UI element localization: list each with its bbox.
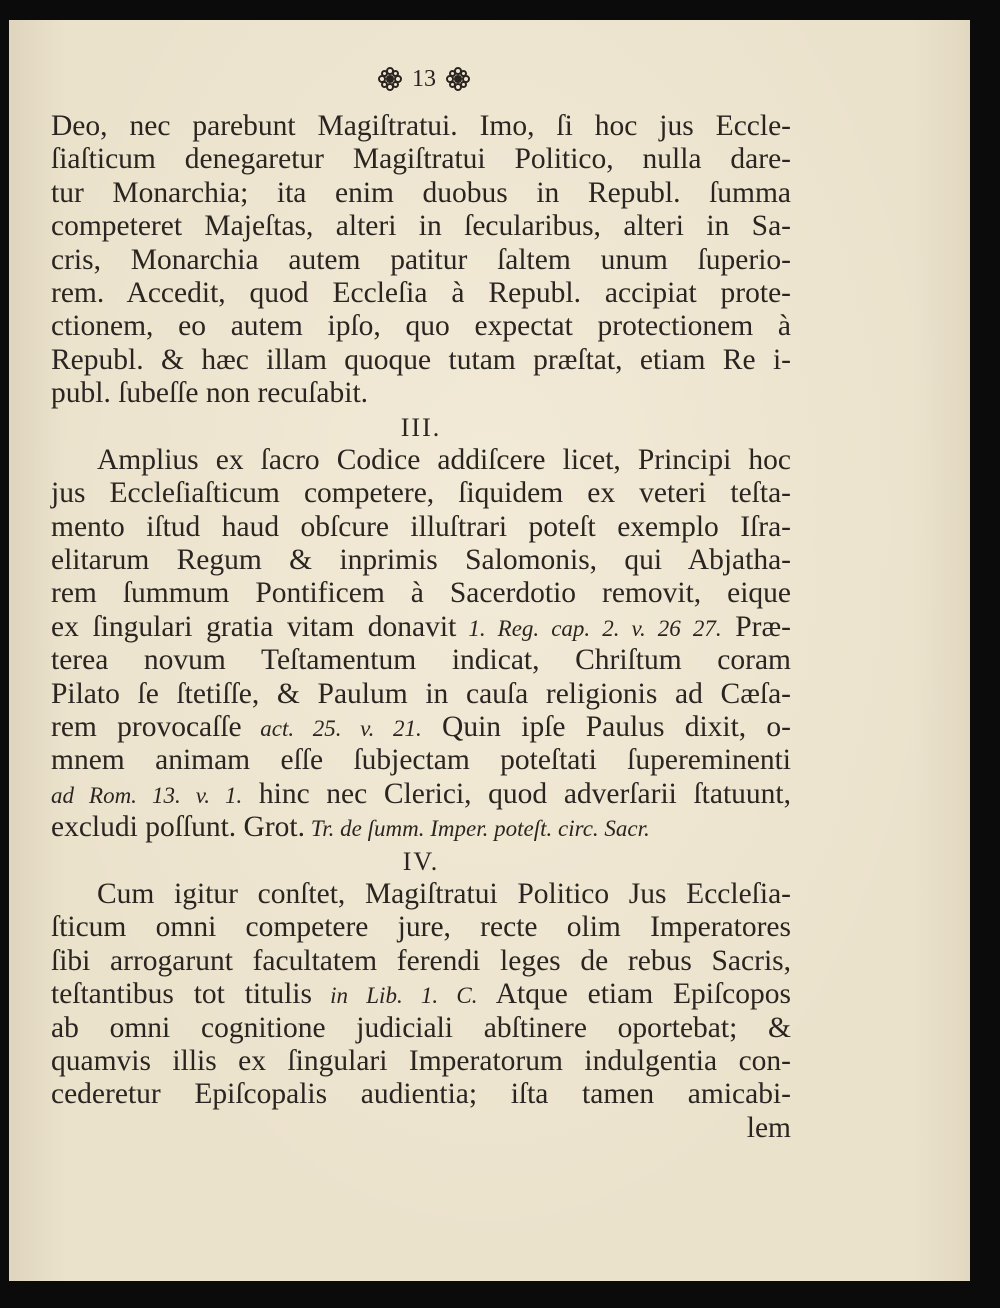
text-line (51, 444, 791, 477)
line-text: cederetur Epiſcopalis audientia; iſta tamen amicabi- (51, 1078, 791, 1111)
text-line (51, 778, 791, 811)
text-line (51, 577, 791, 610)
line-text: hinc nec Clerici, quod adverſarii ſtatuunt, (242, 777, 791, 810)
line-text: Atque etiam Epiſcopos (477, 978, 791, 1011)
text-line (51, 678, 791, 711)
text-line (51, 477, 791, 510)
line-text: jus Eccleſiaſticum competere, ſiquidem ex veteri teſta- (51, 477, 791, 510)
line-text: ſibi arrogarunt facultatem ferendi leges de rebus Sacris, (51, 944, 791, 977)
text-line: competeret Majeſtas, alteri in ſecularibus, alteri in Sa- (51, 210, 791, 243)
line-text: Quin ipſe Paulus dixit, o- (421, 711, 791, 744)
line-text: rem provocaſſe (51, 711, 242, 744)
text-line: rem. Accedit, quod Eccleſia à Republ. accipiat prote- (51, 276, 791, 309)
flower-ornament-icon (446, 67, 470, 91)
line-text: excludi poſſunt. Grot. (51, 811, 305, 844)
text-line: cris, Monarchia autem patitur ſaltem unum ſuperio- (51, 243, 791, 276)
text-line: tur Monarchia; ita enim duobus in Republ. ſumma (51, 176, 791, 209)
text-line: publ. ſubeſſe non recuſabit. (51, 377, 369, 410)
paragraph-2 (51, 444, 791, 845)
book-page (9, 20, 970, 1281)
body-text (51, 110, 791, 1145)
citation-reference: ad Rom. 13. v. 1. (51, 782, 243, 808)
text-line (51, 1012, 791, 1045)
line-text: elitarum Regum & inprimis Salomonis, qui Abjatha- (51, 544, 791, 577)
text-line (51, 544, 791, 577)
line-text: quamvis illis ex ſingulari Imperatorum indulgentia con- (51, 1044, 791, 1077)
text-line (51, 1045, 791, 1078)
text-line: ſiaſticum denegaretur Magiſtratui Politico, nulla dare- (51, 143, 791, 176)
text-line: Republ. & hæc illam quoque tutam præſtat, etiam Re i- (51, 343, 791, 376)
line-text: terea novum Teſtamentum indicat, Chriſtum coram (51, 644, 791, 677)
page-number: 13 (412, 65, 436, 92)
line-text: rem ſummum Pontificem à Sacerdotio removit, eique (51, 577, 791, 610)
text-line (51, 811, 791, 844)
line-text: Cum igitur conſtet, Magiſtratui Politico Jus Eccleſia- (97, 877, 791, 910)
section-heading-4: IV. (402, 846, 440, 876)
citation-reference: Tr. de ſumm. Imper. poteſt. circ. Sacr. (305, 816, 650, 842)
line-text: mnem animam eſſe ſubjectam poteſtati ſupereminenti (51, 744, 791, 777)
paragraph-1 (51, 110, 791, 411)
flower-ornament-icon (378, 67, 402, 91)
paragraph-3 (51, 878, 791, 1112)
text-line (51, 511, 791, 544)
line-text: Amplius ex ſacro Codice addiſcere licet, Principi hoc (97, 443, 791, 476)
line-text: teſtantibus tot titulis (51, 978, 312, 1011)
citation-reference: 1. Reg. cap. 2. v. 26 27. (456, 615, 722, 641)
line-text: ab omni cognitione judiciali abſtinere oportebat; & (51, 1011, 791, 1044)
line-text: Pilato ſe ſtetiſſe, & Paulum in cauſa religionis ad Cæſa- (51, 677, 791, 710)
catchword: lem (746, 1111, 791, 1144)
text-line (51, 978, 791, 1011)
page-header (359, 62, 489, 96)
section-heading-3: III. (400, 412, 442, 442)
text-line (51, 878, 791, 911)
text-line (51, 911, 791, 944)
text-line (51, 1078, 791, 1111)
line-text: Præ- (721, 610, 792, 643)
text-line (51, 945, 791, 978)
text-line: Deo, nec parebunt Magiſtratui. Imo, ſi hoc jus Eccle- (51, 110, 791, 142)
line-text: mento iſtud haud obſcure illuſtrari poteſt exemplo Iſra- (51, 510, 791, 543)
line-text: ſticum omni competere jure, recte olim Imperatores (51, 911, 791, 944)
text-line (51, 744, 791, 777)
citation-reference: act. 25. v. 21. (241, 716, 422, 742)
text-line: ctionem, eo autem ipſo, quo expectat protectionem à (51, 310, 791, 343)
text-line (51, 644, 791, 677)
text-line (51, 711, 791, 744)
citation-reference: in Lib. 1. C. (311, 983, 478, 1009)
line-text: ex ſingulari gratia vitam donavit (51, 610, 457, 643)
text-line (51, 611, 791, 644)
